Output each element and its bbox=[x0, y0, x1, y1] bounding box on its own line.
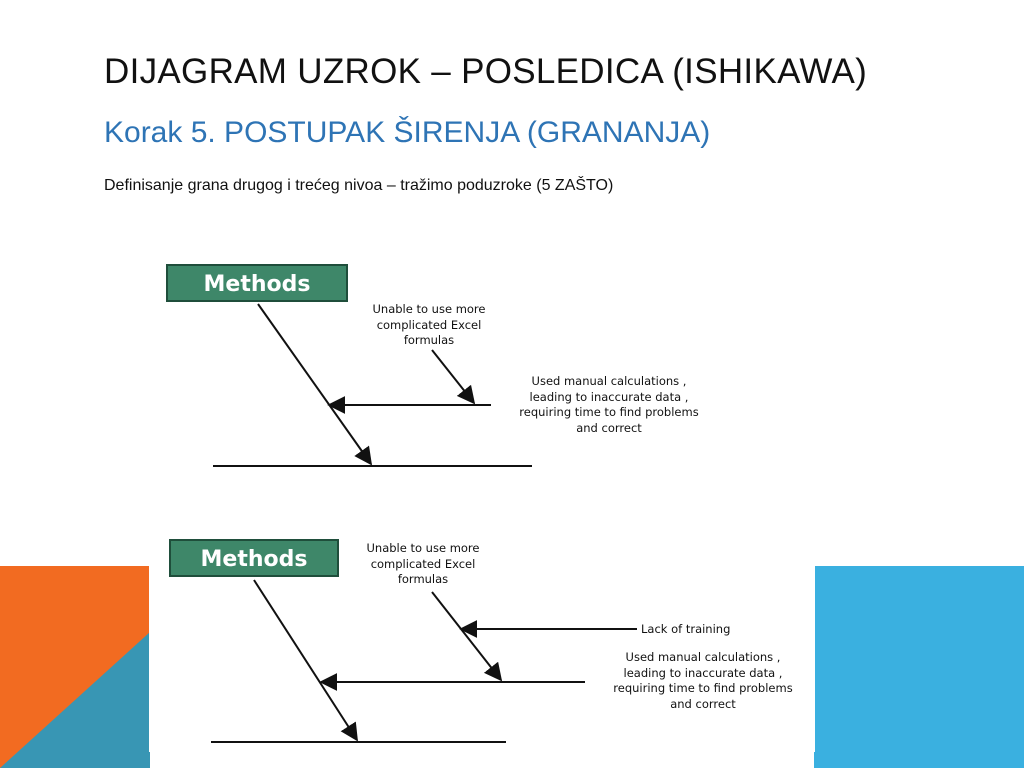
slide-title: DIJAGRAM UZROK – POSLEDICA (ISHIKAWA) bbox=[104, 52, 868, 91]
blue-right-shape bbox=[814, 566, 1024, 768]
slide-body-text: Definisanje grana drugog i trećeg nivoa – tražimo poduzroke (5 ZAŠTO) bbox=[104, 177, 614, 194]
bottom-effect-label: Used manual calculations , leading to inaccurate data , requiring time to find problems and correct bbox=[613, 650, 793, 711]
fishbone-diagram-panel bbox=[149, 240, 815, 752]
bottom-subcause-label: Lack of training bbox=[641, 622, 731, 636]
top-cause-arrow bbox=[432, 350, 474, 403]
bottom-cause-arrow bbox=[432, 592, 501, 680]
slide-subtitle: Korak 5. POSTUPAK ŠIRENJA (GRANANJA) bbox=[104, 116, 711, 149]
bottom-cause-label: Unable to use more complicated Excel formulas bbox=[366, 541, 480, 586]
top-methods-box: Methods bbox=[166, 264, 348, 302]
bottom-methods-box: Methods bbox=[169, 539, 339, 577]
bottom-category-bone bbox=[254, 580, 357, 740]
top-effect-label: Used manual calculations , leading to inaccurate data , requiring time to find problems and correct bbox=[519, 374, 699, 435]
top-cause-label: Unable to use more complicated Excel formulas bbox=[372, 302, 486, 347]
